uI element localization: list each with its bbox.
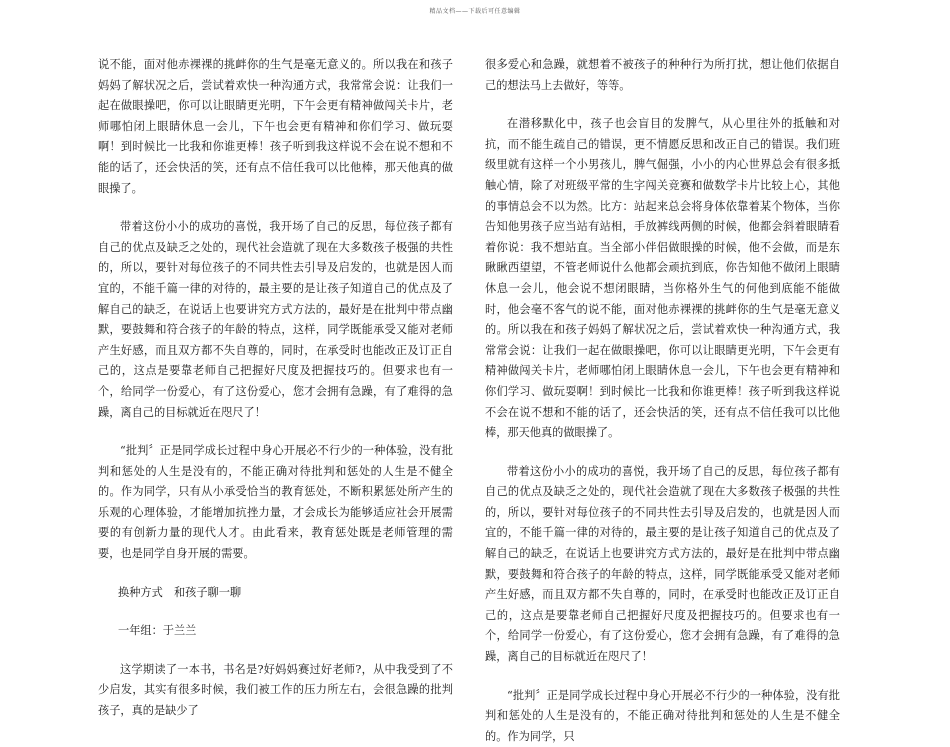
author-line: 一年组：于兰兰: [118, 624, 197, 638]
left-column: [98, 55, 453, 722]
paragraph: 带着这份小小的成功的喜悦，我开场了自己的反思，每位孩子都有自己的优点及缺乏之处的，现代社会造就了现在大多数孩子极强的共性的，所以，要针对每位孩子的不同共性去引导及启发的，也就是因人而宜的，不能千篇一律的对待的，最主要的是让孩子知道自己的优点及了解自己的缺乏，在说话上也要讲究方式方法的，最好是在批判中带点幽默，要鼓舞和符合孩子的年龄的特点，这样，同学既能承受又能对老师产生好感，而且双方都不失自尊的，同时，在承受时也能改正及订正自己的，这点是要靠老师自己把握好尺度及把握技巧的。但要求也有一个，给同学一份爱心，有了这份爱心，您才会拥有急躁，有了难得的急躁，离自己的目标就近在咫尺了！: [98, 220, 453, 419]
paragraph: 很多爱心和急躁，就想着不被孩子的种种行为所打扰，想让他们依据自己的想法马上去做好，等等。: [485, 58, 840, 92]
paragraph: “批判〞正是同学成长过程中身心开展必不行少的一种体验，没有批判和惩处的人生是没有的，不能正确对待批判和惩处的人生是不健全的。作为同学，只: [485, 688, 840, 743]
right-column: [485, 55, 840, 747]
article-title: 换种方式 和孩子聊一聊: [118, 585, 242, 599]
paragraph: 这学期读了一本书，书名是?好妈妈赛过好老师?，从中我受到了不少启发，其实有很多时候，我们被工作的压力所左右，会很急躁的批判孩子，真的是缺少了: [98, 662, 453, 718]
paragraph: “批判〞正是同学成长过程中身心开展必不行少的一种体验，没有批判和惩处的人生是没有的，不能正确对待批判和惩处的人生是不健全的。作为同学，只有从小承受恰当的教育惩处，不断积累惩处所产生的乐观的心理体验，才能增加抗挫力量，才会成长为能够适应社会开展需要的有创新力量的现代人才。由此看来，教育惩处既是老师管理的需要，也是同学自身开展的需要。: [98, 444, 453, 561]
paragraph: 说不能，面对他赤裸裸的挑衅你的生气是毫无意义的。所以我在和孩子妈妈了解状况之后，尝试着欢快一种沟通方式，我常常会说：让我们一起在做眼操吧，你可以让眼睛更光明，下午会更有精神做闯关卡片，老师哪怕闭上眼睛休息一会儿，下午也会更有精神和你们学习、做玩耍啊！到时候比一比我和你谁更棒！孩子听到我这样说不会在说不想和不能的话了，还会快活的笑，还有点不信任我可以比他棒，那天他真的做眼操了。: [98, 58, 453, 195]
paragraph: 带着这份小小的成功的喜悦，我开场了自己的反思，每位孩子都有自己的优点及缺乏之处的，现代社会造就了现在大多数孩子极强的共性的，所以，要针对每位孩子的不同共性去引导及启发的，也就是因人而宜的，不能千篇一律的对待的，最主要的是让孩子知道自己的优点及了解自己的缺乏，在说话上也要讲究方式方法的，最好是在批判中带点幽默，要鼓舞和符合孩子的年龄的特点，这样，同学既能承受又能对老师产生好感，而且双方都不失自尊的，同时，在承受时也能改正及订正自己的，这点是要靠老师自己把握好尺度及把握技巧的。但要求也有一个，给同学一份爱心，有了这份爱心，您才会拥有急躁，有了难得的急躁，离自己的目标就近在咫尺了！: [485, 464, 840, 664]
page-header: 精品文档——下载后可任意编辑: [429, 8, 521, 15]
paragraph: 在潜移默化中，孩子也会盲目的发脾气，从心里往外的抵触和对抗，而不能生疏自己的错误，更不情愿反思和改正自己的错误。我们班级里就有这样一个小男孩儿，脾气倔强，小小的内心世界总会有很多抵触心情，除了对班级平常的生字闯关竞赛和做数学卡片比较上心，其他的事情总会不以为然。比方：站起来总会将身体依靠着某个物体，当你告知他男孩子应当站有站相，手放裤线两侧的时候，他都会斜着眼睛看着你说：我不想站直。当全部小伴侣做眼操的时候，他不会做，而是东瞅瞅西望望，不管老师说什么他都会顽抗到底，你告知他不做闭上眼睛休息一会儿，他会说不想闭眼睛，当你格外生气的何他到底能不能做时，他会毫不客气的说不能，面对他赤裸裸的挑衅你的生气是毫无意义的。所以我在和孩子妈妈了解状况之后，尝试着欢快一种沟通方式，我常常会说：让我们一起在做眼操吧，你可以让眼睛更光明，下午会更有精神做闯关卡片，老师哪怕闭上眼睛休息一会儿，下午也会更有精神和你们学习、做玩耍啊！到时候比一比我和你谁更棒！孩子听到我这样说不会在说不想和不能的话了，还会快活的笑，还有点不信任我可以比他棒，那天他真的做眼操了。: [485, 117, 840, 440]
